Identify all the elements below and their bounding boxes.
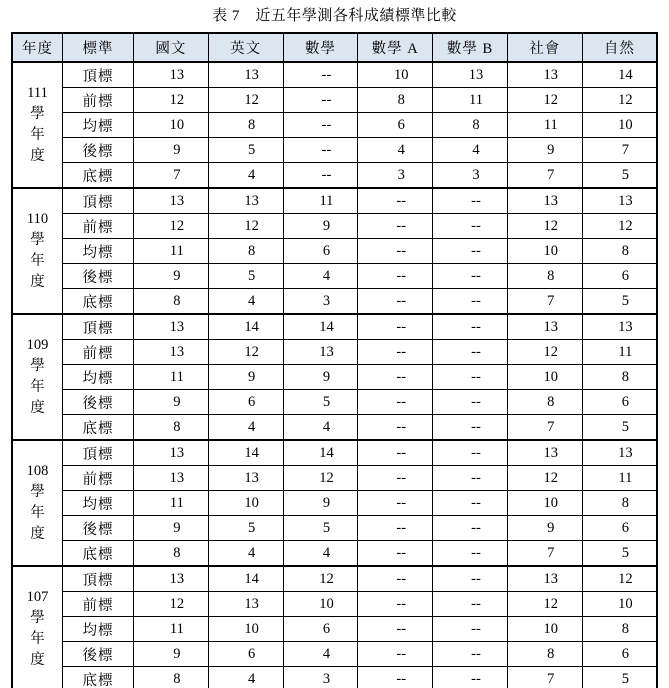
score-value: 8 (134, 541, 209, 567)
score-value: -- (433, 667, 508, 688)
table-row (12, 491, 657, 516)
score-value: -- (283, 62, 358, 88)
score-value: 10 (507, 491, 582, 516)
score-value: 4 (283, 642, 358, 667)
score-value: 3 (283, 289, 358, 315)
standard-label: 底標 (63, 667, 134, 688)
score-value: -- (433, 365, 508, 390)
score-value: 4 (208, 163, 283, 189)
standard-label: 後標 (63, 264, 134, 289)
score-value: 13 (208, 62, 283, 88)
year-cell (12, 62, 63, 188)
table-row (12, 667, 657, 688)
year-suffix-char: 年 (30, 631, 45, 647)
score-value: 11 (134, 239, 209, 264)
standard-label: 頂標 (63, 188, 134, 214)
year-number: 110 (26, 210, 49, 227)
score-value: 12 (582, 214, 657, 239)
standard-label: 頂標 (63, 440, 134, 466)
standard-label: 均標 (63, 491, 134, 516)
score-value: -- (358, 340, 433, 365)
score-value: 8 (134, 667, 209, 688)
score-value: -- (433, 415, 508, 441)
table-row (12, 138, 657, 163)
score-value: 4 (283, 541, 358, 567)
score-value: 8 (208, 239, 283, 264)
score-value: 13 (582, 314, 657, 340)
score-value: 8 (507, 264, 582, 289)
score-value: 8 (507, 642, 582, 667)
score-value: 7 (507, 415, 582, 441)
score-value: 8 (134, 289, 209, 315)
score-value: 5 (208, 264, 283, 289)
score-value: 6 (582, 390, 657, 415)
score-value: 12 (582, 88, 657, 113)
score-value: 10 (134, 113, 209, 138)
score-value: -- (433, 239, 508, 264)
score-value: 14 (283, 440, 358, 466)
score-value: 10 (582, 592, 657, 617)
score-value: 5 (283, 390, 358, 415)
table-header (12, 33, 657, 62)
year-suffix-char: 度 (30, 274, 45, 291)
score-value: 6 (582, 642, 657, 667)
table-row (12, 163, 657, 189)
year-suffix-char: 學 (30, 483, 45, 500)
score-value: 4 (433, 138, 508, 163)
year-cell (12, 440, 63, 566)
score-value: 12 (283, 566, 358, 592)
standard-label: 底標 (63, 415, 134, 441)
score-value: 9 (507, 516, 582, 541)
score-value: 8 (358, 88, 433, 113)
year-suffix-char: 學 (30, 357, 45, 374)
table-row (12, 466, 657, 491)
score-value: 11 (582, 340, 657, 365)
score-value: -- (358, 264, 433, 289)
table-row (12, 340, 657, 365)
score-value: 10 (507, 617, 582, 642)
score-value: 10 (507, 365, 582, 390)
score-value: 11 (433, 88, 508, 113)
score-value: -- (358, 415, 433, 441)
score-value: 6 (358, 113, 433, 138)
year-cell (12, 314, 63, 440)
standard-label: 前標 (63, 214, 134, 239)
score-value: 12 (507, 592, 582, 617)
score-value: -- (358, 491, 433, 516)
score-value: -- (433, 516, 508, 541)
score-value: 12 (283, 466, 358, 491)
standard-label: 均標 (63, 239, 134, 264)
score-value: 9 (134, 642, 209, 667)
score-value: -- (358, 466, 433, 491)
score-value: -- (358, 541, 433, 567)
score-value: 5 (582, 163, 657, 189)
score-value: 8 (582, 365, 657, 390)
year-cell (12, 188, 63, 314)
standard-label: 均標 (63, 617, 134, 642)
score-value: 11 (283, 188, 358, 214)
score-value: 5 (582, 415, 657, 441)
year-number: 108 (26, 462, 49, 479)
score-value: 11 (134, 617, 209, 642)
score-value: 7 (507, 163, 582, 189)
score-value: 13 (134, 62, 209, 88)
standard-label: 頂標 (63, 566, 134, 592)
score-value: -- (433, 214, 508, 239)
score-value: -- (433, 314, 508, 340)
score-value: 12 (507, 214, 582, 239)
score-value: 4 (208, 667, 283, 688)
score-value: 4 (283, 264, 358, 289)
year-suffix-char: 度 (30, 652, 45, 669)
standard-label: 前標 (63, 88, 134, 113)
table-row (12, 314, 657, 340)
score-value: 14 (208, 566, 283, 592)
standard-label: 後標 (63, 516, 134, 541)
table-row (12, 415, 657, 441)
score-value: 9 (283, 491, 358, 516)
score-value: 3 (358, 163, 433, 189)
standard-label: 均標 (63, 113, 134, 138)
year-suffix-char: 度 (30, 526, 45, 543)
score-value: 5 (208, 138, 283, 163)
score-value: 9 (283, 214, 358, 239)
score-value: 9 (283, 365, 358, 390)
score-value: 13 (134, 466, 209, 491)
score-value: 12 (134, 88, 209, 113)
score-value: 9 (134, 138, 209, 163)
score-value: 4 (358, 138, 433, 163)
score-value: 5 (283, 516, 358, 541)
score-value: 4 (208, 541, 283, 567)
score-value: 8 (134, 415, 209, 441)
score-value: 10 (358, 62, 433, 88)
score-value: -- (358, 188, 433, 214)
score-value: 13 (507, 566, 582, 592)
table-row (12, 88, 657, 113)
score-value: 8 (582, 239, 657, 264)
table-row (12, 440, 657, 466)
standard-label: 前標 (63, 466, 134, 491)
standard-label: 前標 (63, 592, 134, 617)
score-value: 13 (433, 62, 508, 88)
score-value: 14 (283, 314, 358, 340)
table-row (12, 516, 657, 541)
table-title: 表 7 近五年學測各科成績標準比較 (212, 8, 457, 24)
score-value: 8 (507, 390, 582, 415)
score-value: -- (433, 617, 508, 642)
score-value: 13 (582, 440, 657, 466)
score-value: -- (433, 264, 508, 289)
score-value: -- (358, 617, 433, 642)
score-value: 14 (208, 440, 283, 466)
column-header: 數學 (283, 33, 358, 62)
year-number: 111 (27, 84, 48, 101)
year-suffix-char: 度 (30, 148, 45, 165)
score-value: 5 (208, 516, 283, 541)
score-value: 13 (134, 340, 209, 365)
header-row (12, 33, 657, 62)
score-value: -- (433, 491, 508, 516)
score-value: 7 (134, 163, 209, 189)
score-value: 10 (507, 239, 582, 264)
score-value: -- (358, 440, 433, 466)
score-value: 6 (582, 516, 657, 541)
score-value: 12 (507, 88, 582, 113)
score-value: -- (433, 592, 508, 617)
score-value: -- (283, 163, 358, 189)
score-value: 13 (507, 440, 582, 466)
score-value: 8 (433, 113, 508, 138)
table-row (12, 390, 657, 415)
score-value: 4 (208, 289, 283, 315)
score-value: 13 (208, 592, 283, 617)
score-value: 5 (582, 289, 657, 315)
score-value: 6 (283, 239, 358, 264)
score-value: 12 (208, 88, 283, 113)
column-header: 數學 B (433, 33, 508, 62)
score-value: 13 (134, 314, 209, 340)
score-value: -- (358, 239, 433, 264)
score-value: -- (283, 138, 358, 163)
score-value: 3 (433, 163, 508, 189)
score-value: -- (358, 516, 433, 541)
score-value: -- (358, 566, 433, 592)
score-value: 7 (507, 541, 582, 567)
score-value: 12 (507, 466, 582, 491)
standard-label: 均標 (63, 365, 134, 390)
score-value: 11 (507, 113, 582, 138)
column-header: 自然 (582, 33, 657, 62)
year-cell (12, 566, 63, 688)
standard-label: 底標 (63, 289, 134, 315)
score-value: 14 (208, 314, 283, 340)
score-value: -- (433, 642, 508, 667)
standard-label: 底標 (63, 541, 134, 567)
column-header: 年度 (12, 33, 63, 62)
score-value: 7 (507, 667, 582, 688)
score-value: -- (358, 592, 433, 617)
column-header: 社會 (507, 33, 582, 62)
table-row (12, 592, 657, 617)
table-row (12, 188, 657, 214)
score-value: 9 (134, 390, 209, 415)
score-value: 9 (208, 365, 283, 390)
score-value: 13 (208, 466, 283, 491)
score-value: 12 (134, 214, 209, 239)
score-value: 6 (582, 264, 657, 289)
score-value: 10 (283, 592, 358, 617)
year-suffix-char: 度 (30, 400, 45, 417)
table-row (12, 113, 657, 138)
score-value: 12 (507, 340, 582, 365)
score-value: 13 (208, 188, 283, 214)
score-value: -- (283, 88, 358, 113)
score-value: -- (358, 667, 433, 688)
year-number: 109 (26, 336, 49, 353)
score-value: 7 (507, 289, 582, 315)
score-value: 12 (208, 214, 283, 239)
score-value: 6 (283, 617, 358, 642)
score-value: -- (358, 314, 433, 340)
standard-label: 前標 (63, 340, 134, 365)
standard-label: 頂標 (63, 62, 134, 88)
table-row (12, 541, 657, 567)
standard-label: 後標 (63, 138, 134, 163)
score-value: 10 (582, 113, 657, 138)
score-value: -- (283, 113, 358, 138)
year-suffix-char: 年 (30, 379, 45, 395)
score-value: 8 (208, 113, 283, 138)
year-suffix-char: 學 (30, 231, 45, 248)
score-value: 12 (582, 566, 657, 592)
standard-label: 後標 (63, 390, 134, 415)
column-header: 標準 (63, 33, 134, 62)
score-value: 8 (582, 617, 657, 642)
score-value: -- (433, 466, 508, 491)
score-value: 10 (208, 491, 283, 516)
score-value: 13 (134, 188, 209, 214)
column-header: 英文 (208, 33, 283, 62)
standard-label: 底標 (63, 163, 134, 189)
score-value: 4 (283, 415, 358, 441)
score-value: -- (358, 390, 433, 415)
table-row (12, 289, 657, 315)
score-value: 11 (582, 466, 657, 491)
table-row (12, 214, 657, 239)
year-suffix-char: 學 (30, 105, 45, 122)
score-value: 6 (208, 390, 283, 415)
year-number: 107 (26, 588, 49, 605)
score-value: 14 (582, 62, 657, 88)
table-row (12, 62, 657, 88)
score-value: -- (433, 188, 508, 214)
score-value: 10 (208, 617, 283, 642)
table-row (12, 566, 657, 592)
score-value: 13 (507, 188, 582, 214)
score-value: 13 (582, 188, 657, 214)
score-value: 3 (283, 667, 358, 688)
score-value: -- (358, 365, 433, 390)
score-value: -- (358, 289, 433, 315)
score-value: 6 (208, 642, 283, 667)
score-value: -- (433, 340, 508, 365)
year-suffix-char: 年 (30, 253, 45, 269)
standard-label: 頂標 (63, 314, 134, 340)
year-suffix-char: 年 (30, 127, 45, 143)
score-value: -- (433, 390, 508, 415)
score-value: 13 (283, 340, 358, 365)
score-value: -- (358, 214, 433, 239)
score-value: 9 (134, 264, 209, 289)
score-value: 9 (134, 516, 209, 541)
score-value: 4 (208, 415, 283, 441)
score-value: 13 (134, 440, 209, 466)
score-value: 5 (582, 541, 657, 567)
table-row (12, 617, 657, 642)
score-value: 11 (134, 365, 209, 390)
score-value: -- (358, 642, 433, 667)
table-row (12, 264, 657, 289)
score-standards-table (11, 32, 658, 688)
column-header: 數學 A (358, 33, 433, 62)
table-row (12, 642, 657, 667)
score-value: 13 (507, 62, 582, 88)
score-value: 12 (134, 592, 209, 617)
table-row (12, 239, 657, 264)
score-value: 5 (582, 667, 657, 688)
score-value: -- (433, 566, 508, 592)
score-value: 7 (582, 138, 657, 163)
score-value: -- (433, 440, 508, 466)
score-value: -- (433, 289, 508, 315)
column-header: 國文 (134, 33, 209, 62)
score-value: 11 (134, 491, 209, 516)
score-value: 9 (507, 138, 582, 163)
year-suffix-char: 年 (30, 505, 45, 521)
table-row (12, 365, 657, 390)
standard-label: 後標 (63, 642, 134, 667)
score-value: 12 (208, 340, 283, 365)
score-value: 8 (582, 491, 657, 516)
score-value: 13 (134, 566, 209, 592)
year-suffix-char: 學 (30, 609, 45, 626)
score-value: 13 (507, 314, 582, 340)
score-value: -- (433, 541, 508, 567)
